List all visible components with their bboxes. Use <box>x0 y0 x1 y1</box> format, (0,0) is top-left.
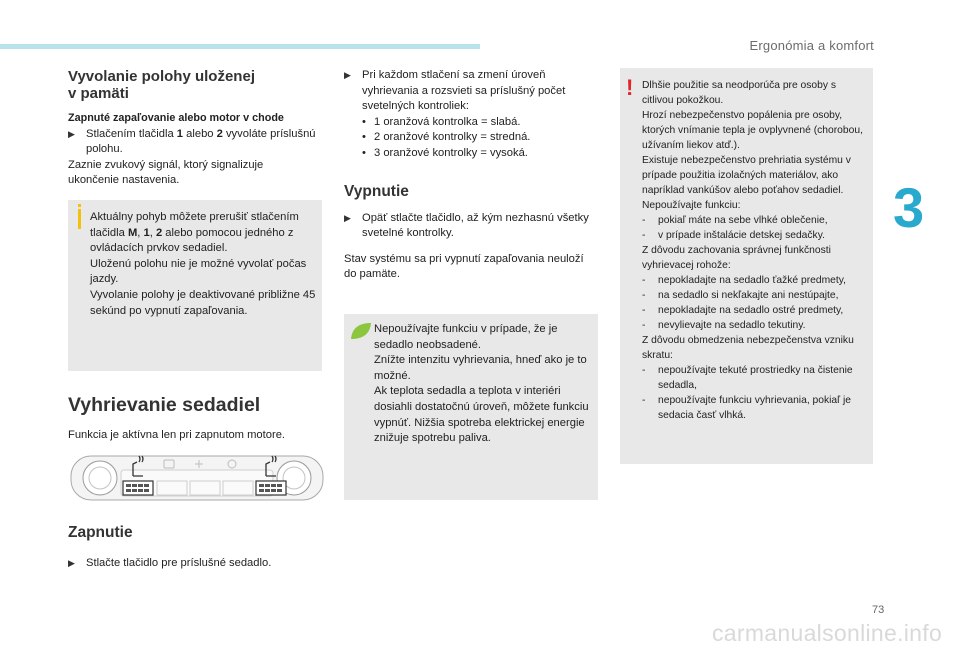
step-recall: ▶ Stlačením tlačidla 1 alebo 2 vyvoláte príslušnú polohu. <box>68 127 322 158</box>
watermark-logo: carmanualsonline.info <box>712 620 943 646</box>
knob-left <box>83 461 117 495</box>
text-heating-active: Funkcia je aktívna len pri zapnutom motore. <box>68 428 286 441</box>
section-title-memory: Vyvolanie polohy uloženej v pamäti <box>68 68 255 102</box>
seat-heat-button-right <box>256 481 286 495</box>
level-item: • 3 oranžové kontrolky = vysoká. <box>362 146 528 159</box>
section-title-heating: Vyhrievanie sedadiel <box>68 393 261 416</box>
section-switch-on <box>68 524 322 572</box>
text-not-saved: Stav systému sa pri vypnutí zapaľovania neuloží do pamäte. <box>344 252 584 281</box>
list-item: - v prípade inštalácie detskej sedačky. <box>642 230 825 241</box>
warning-box: ! Dlhšie použitie sa neodporúča pre osoby s citlivou pokožkou. Hrozí nebezpečenstvo popálenia pre osoby, ktorých vnímanie tepla je ovplyvnené (chorobou, užívaním liekov atď.). Existuje nebezpečenstvo prehriatia systému v prípade použitia izolačných materiálov, ako napríklad vankúšov alebo poťahov sedadiel. Nepoužívajte funkciu: - pokiaľ máte na sebe vlhké oblečenie, - v prípade inštalácie detskej sedačky. Z dôvodu zachovania správnej funkčnosti vyhrievacej rohože: - nepokladajte na sedadlo ťažké predmety, - na sedadlo si nekľakajte ani nestúpajte, - nepokladajte na sedadlo ostré predmety, - nevylievajte na sedadlo tekutiny. Z dôvodu obmedzenia nebezpečenstva vzniku skratu: - nepoužívajte tekuté prostriedky na čistenie sedadla, - nepoužívajte funkciu vyhrievania, pokiaľ je sedacia časť vlhká. <box>620 68 873 464</box>
subtitle-ignition: Zapnuté zapaľovanie alebo motor v chode <box>68 112 284 124</box>
top-accent-bar <box>0 44 480 49</box>
list-item: - nepoužívajte funkciu vyhrievania, pokiaľ je sedacia časť vlhká. <box>642 395 852 421</box>
page-number: 73 <box>872 604 885 616</box>
text-signal: Zaznie zvukový signál, ktorý signalizuje ukončenie nastavenia. <box>68 158 264 187</box>
list-item: - nepoužívajte tekuté prostriedky na čistenie sedadla, <box>642 365 853 391</box>
chapter-title: Ergonómia a komfort <box>749 38 874 53</box>
step-level-change: ▶ Pri každom stlačení sa zmení úroveň vyhrievania a rozsvieti sa príslušný počet svetelných kontroliek: • 1 oranžová kontrolka = slabá. • 2 oranžové kontrolky = stredná. • 3 oranžové kontrolky = vysoká. <box>344 68 598 162</box>
level-item: • 1 oranžová kontrolka = slabá. <box>362 115 521 128</box>
chapter-number: 3 <box>893 176 925 239</box>
section-title-switch-on: Zapnutie <box>68 524 133 541</box>
list-item: - pokiaľ máte na sebe vlhké oblečenie, <box>642 215 828 226</box>
list-item: - nevylievajte na sedadlo tekutiny. <box>642 320 806 331</box>
eco-leaf-icon <box>350 322 372 340</box>
seat-heating-panel-illustration <box>69 450 325 506</box>
info-box-memory: Aktuálny pohyb môžete prerušiť stlačením tlačidla M, 1, 2 alebo pomocou jedného z ovládacích prvkov sedadiel. Uloženú polohu nie je možné vyvolať počas jazdy. Vyvolanie polohy je deaktivované približne 45 sekúnd po vypnutí zapaľovania. <box>68 200 322 371</box>
eco-box: Nepoužívajte funkciu v prípade, že je sedadlo neobsadené. Znížte intenzitu vyhrievania, hneď ako je to možné. Ak teplota sedadla a teplota v interiéri dosiahli dostatočnú úroveň, môžete funkciu vypnúť. Nižšia spotreba elektrickej energie znižuje spotrebu paliva. <box>344 314 598 500</box>
seat-heat-button-left <box>123 481 153 495</box>
step-press-button: ▶ Stlačte tlačidlo pre príslušné sedadlo. <box>68 556 322 572</box>
arrow-bullet-icon: ▶ <box>344 212 351 223</box>
column-middle <box>344 68 598 500</box>
arrow-bullet-icon: ▶ <box>68 558 75 568</box>
arrow-bullet-icon: ▶ <box>68 128 75 139</box>
step-switch-off: ▶ Opäť stlačte tlačidlo, až kým nezhasnú všetky svetelné kontrolky. <box>344 211 598 242</box>
list-item: - nepokladajte na sedadlo ostré predmety, <box>642 305 844 316</box>
section-title-switch-off: Vypnutie <box>344 182 409 200</box>
column-right <box>620 68 873 464</box>
list-item: - na sedadlo si nekľakajte ani nestúpajte, <box>642 290 839 301</box>
column-left <box>68 68 322 444</box>
arrow-bullet-icon: ▶ <box>344 70 351 80</box>
info-icon <box>78 209 81 229</box>
level-item: • 2 oranžové kontrolky = stredná. <box>362 131 531 144</box>
list-item: - nepokladajte na sedadlo ťažké predmety, <box>642 275 846 286</box>
warning-exclamation-icon: ! <box>626 75 634 100</box>
